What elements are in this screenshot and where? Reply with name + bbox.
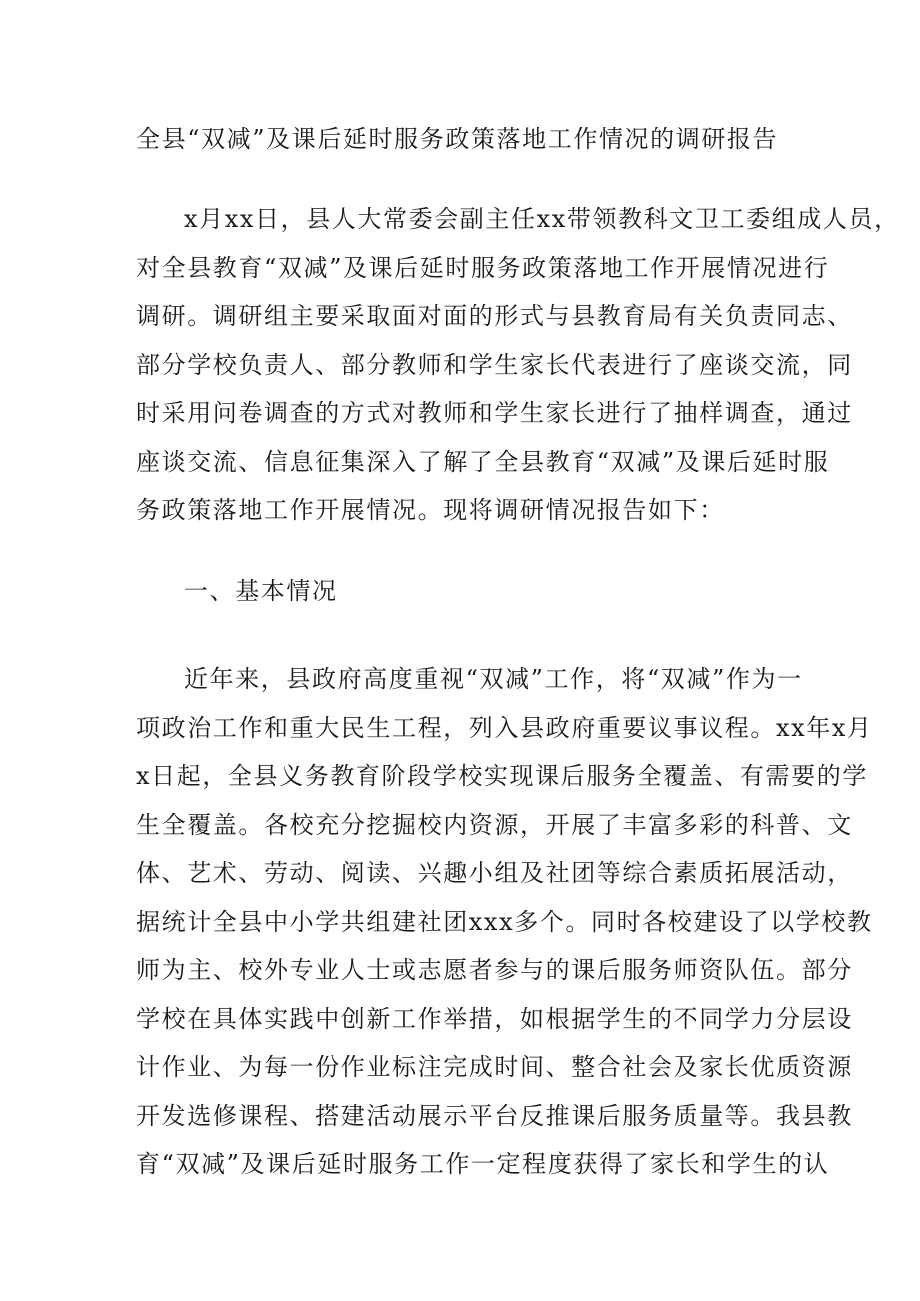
paragraph-line: x月xx日，县人大常委会副主任xx带领教科文卫工委组成人员， [184, 205, 900, 233]
paragraph-line: 计作业、为每一份作业标注完成时间、整合社会及家长优质资源 [136, 1053, 853, 1081]
intro-paragraph [136, 195, 900, 535]
paragraph-line: 调研。调研组主要采取面对面的形式与县教育局有关负责同志、 [136, 302, 853, 330]
paragraph-line: 项政治工作和重大民生工程，列入县政府重要议事议程。xx年x月 [136, 713, 873, 742]
paragraph-line: 开发选修课程、搭建活动展示平台反推课后服务质量等。我县教 [136, 1101, 853, 1130]
paragraph-line: 务政策落地工作开展情况。现将调研情况报告如下： [136, 496, 725, 524]
paragraph-line: 部分学校负责人、部分教师和学生家长代表进行了座谈交流，同 [136, 350, 853, 379]
section-heading: 一、基本情况 [184, 577, 338, 605]
paragraph-line: 近年来，县政府高度重视“双减”工作，将“双减”作为一 [184, 665, 803, 693]
paragraph-line: 座谈交流、信息征集深入了解了全县教育“双减”及课后延时服 [136, 447, 830, 476]
paragraph-line: 育“双减”及课后延时服务工作一定程度获得了家长和学生的认 [136, 1150, 830, 1178]
paragraph-line: x日起，全县义务教育阶段学校实现课后服务全覆盖、有需要的学 [136, 762, 868, 790]
paragraph-line: 时采用问卷调查的方式对教师和学生家长进行了抽样调查，通过 [136, 399, 853, 427]
paragraph-line: 据统计全县中小学共组建社团xxx多个。同时各校建设了以学校教 [136, 907, 873, 936]
basic-situation-paragraph [136, 655, 873, 1189]
paragraph-line: 生全覆盖。各校充分挖掘校内资源，开展了丰富多彩的科普、文 [136, 810, 853, 839]
paragraph-line: 体、艺术、劳动、阅读、兴趣小组及社团等综合素质拓展活动， [136, 859, 853, 887]
paragraph-line: 师为主、校外专业人士或志愿者参与的课后服务师资队伍。部分 [136, 956, 853, 984]
paragraph-line: 对全县教育“双减”及课后延时服务政策落地工作开展情况进行 [136, 253, 830, 282]
document-title: 全县“双减”及课后延时服务政策落地工作情况的调研报告 [136, 125, 779, 153]
paragraph-line: 学校在具体实践中创新工作举措，如根据学生的不同学力分层设 [136, 1004, 853, 1033]
